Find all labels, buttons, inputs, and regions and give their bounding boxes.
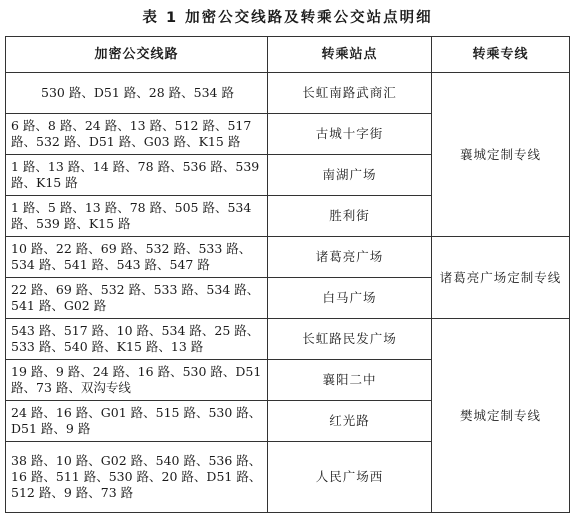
routes-cell: 1 路、13 路、14 路、78 路、536 路、539 路、K15 路 [6,155,268,196]
routes-cell: 1 路、5 路、13 路、78 路、505 路、534 路、539 路、K15 路 [6,196,268,237]
station-cell: 长虹路民发广场 [268,319,432,360]
routes-cell: 19 路、9 路、24 路、16 路、530 路、D51 路、73 路、双沟专线 [6,360,268,401]
station-cell: 古城十字街 [268,114,432,155]
header-line: 转乘专线 [432,37,570,73]
routes-cell: 530 路、D51 路、28 路、534 路 [6,73,268,114]
line-cell-xiangcheng: 襄城定制专线 [432,73,570,237]
station-cell: 长虹南路武商汇 [268,73,432,114]
routes-cell: 6 路、8 路、24 路、13 路、512 路、517 路、532 路、D51 路、G03 路、K15 路 [6,114,268,155]
routes-cell: 543 路、517 路、10 路、534 路、25 路、533 路、540 路、K15 路、13 路 [6,319,268,360]
routes-cell: 38 路、10 路、G02 路、540 路、536 路、16 路、511 路、530 路、20 路、D51 路、512 路、9 路、73 路 [6,442,268,513]
table-row [6,237,570,278]
station-cell: 白马广场 [268,278,432,319]
table-title: 表 1 加密公交线路及转乘公交站点明细 [142,10,433,26]
station-cell: 襄阳二中 [268,360,432,401]
routes-table [5,36,570,513]
station-cell: 红光路 [268,401,432,442]
routes-cell: 10 路、22 路、69 路、532 路、533 路、534 路、541 路、543 路、547 路 [6,237,268,278]
station-cell: 南湖广场 [268,155,432,196]
line-cell-zhugeliang: 诸葛亮广场定制专线 [432,237,570,319]
station-cell: 人民广场西 [268,442,432,513]
routes-cell: 24 路、16 路、G01 路、515 路、530 路、D51 路、9 路 [6,401,268,442]
table-row [6,73,570,114]
station-cell: 诸葛亮广场 [268,237,432,278]
table-header-row [6,37,570,73]
header-routes: 加密公交线路 [6,37,268,73]
header-station: 转乘站点 [268,37,432,73]
line-cell-fancheng: 樊城定制专线 [432,319,570,513]
routes-cell: 22 路、69 路、532 路、533 路、534 路、541 路、G02 路 [6,278,268,319]
station-cell: 胜利街 [268,196,432,237]
table-row [6,319,570,360]
